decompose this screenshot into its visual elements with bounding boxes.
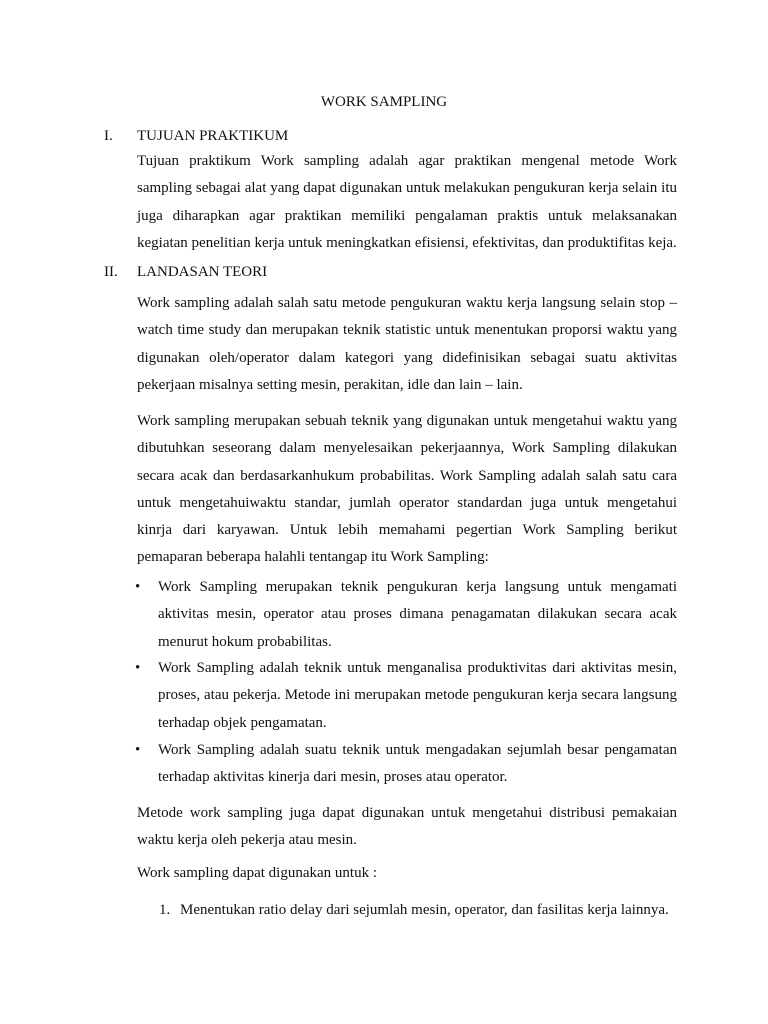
bullet-item-2: Work Sampling adalah teknik untuk menganalisa produktivitas dari aktivitas mesin, proses, atau pekerja. Metode ini merupakan metode pengukuran kerja secara langsung terhadap objek pengamatan. (158, 660, 677, 731)
section-2-paragraph-1: Work sampling adalah salah satu metode pengukuran waktu kerja langsung selain stop – watch time study dan merupakan teknik statistic untuk menentukan proporsi waktu yang digunakan oleh/operator dalam kategori yang didefinisikan sebagai suatu aktivitas pekerjaan misalnya setting mesin, perakitan, idle dan lain – lain. (137, 295, 677, 393)
numbered-item-text: Menentukan ratio delay dari sejumlah mesin, operator, dan fasilitas kerja lainnya. (180, 902, 669, 918)
section-2-heading: LANDASAN TEORI (137, 264, 268, 280)
bullet-item-3: Work Sampling adalah suatu teknik untuk mengadakan sejumlah besar pengamatan terhadap aktivitas kinerja dari mesin, proses atau operator. (158, 742, 677, 786)
section-1-number: I. (104, 128, 113, 144)
bullet-marker: • (135, 660, 141, 676)
bullet-marker: • (135, 579, 141, 595)
section-2-paragraph-2: Work sampling merupakan sebuah teknik yang digunakan untuk mengetahui waktu yang dibutuhkan seseorang dalam menyelesaikan pekerjaannya, Work Sampling dilakukan secara acak dan berdasarkanhukum probabilitas. Work Sampling adalah salah satu cara untuk mengetahuiwaktu standar, jumlah operator standardan juga untuk mengetahui kinrja dari karyawan. Untuk lebih memahami pegertian Work Sampling berikut pemaparan beberapa halahli tentangap itu Work Sampling: (137, 413, 677, 566)
numbered-item-marker: 1. (159, 902, 171, 918)
section-2-paragraph-3: Metode work sampling juga dapat digunakan untuk mengetahui distribusi pemakaian waktu kerja oleh pekerja atau mesin. (137, 805, 677, 849)
section-1-heading: TUJUAN PRAKTIKUM (137, 128, 289, 144)
section-1-paragraph: Tujuan praktikum Work sampling adalah agar praktikan mengenal metode Work sampling sebagai alat yang dapat digunakan untuk melakukan pengukuran kerja selain itu juga diharapkan agar praktikan memiliki pengalaman praktis untuk melaksanakan kegiatan penelitian kerja untuk meningkatkan efisiensi, efektivitas, dan produktifitas keja. (137, 153, 677, 251)
section-2-number: II. (104, 264, 118, 280)
section-2-paragraph-4: Work sampling dapat digunakan untuk : (137, 865, 377, 881)
document-title: WORK SAMPLING (320, 94, 448, 110)
bullet-item-1: Work Sampling merupakan teknik pengukuran kerja langsung untuk mengamati aktivitas mesin, operator atau proses dimana penagamatan dilakukan secara acak menurut hokum probabilitas. (158, 579, 677, 650)
bullet-marker: • (135, 742, 141, 758)
